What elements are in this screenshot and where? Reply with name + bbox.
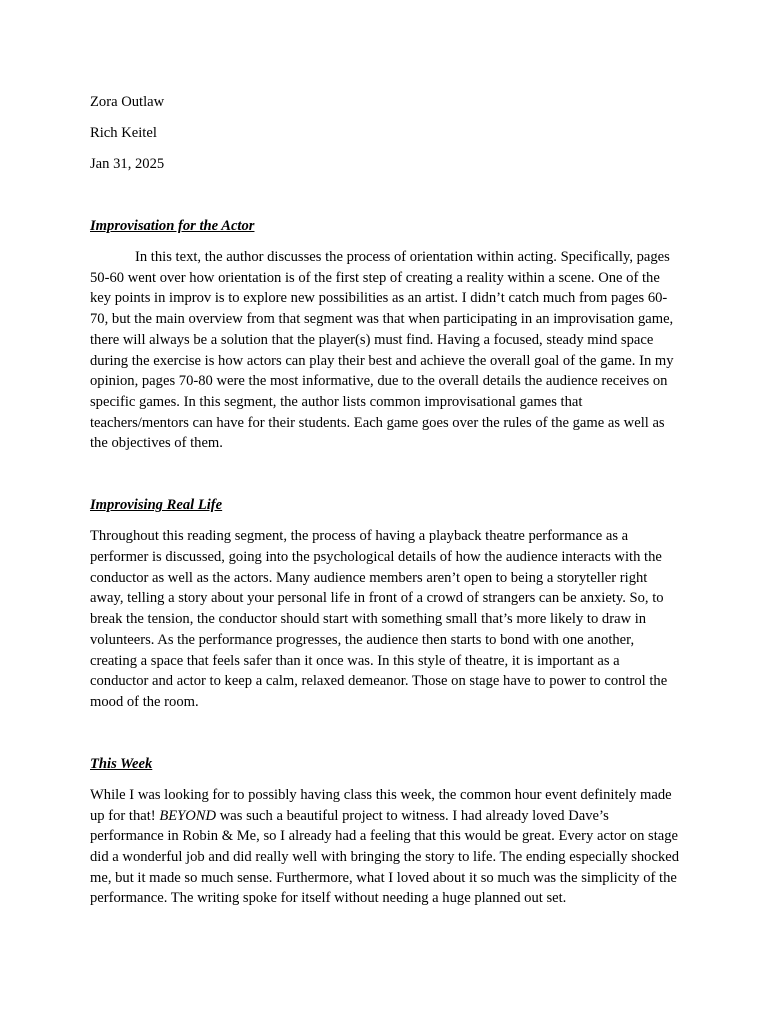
section-heading-this-week: This Week <box>90 755 153 772</box>
author-name: Zora Outlaw <box>90 94 165 110</box>
section-heading-improvising-real-life: Improvising Real Life <box>90 497 223 514</box>
document-page <box>90 92 680 909</box>
beyond-title: BEYOND <box>159 807 217 824</box>
this-week-text-end: was such a beautiful project to witness. I had already loved Dave’s performance in Robin & Me, so I already had a feeling that this would be great. Every actor on stage did a wonderful job and did really well with bringing the story to life. The ending especially shocked me, but it made so much sense. Furthermore, what I loved about it so much was the simplicity of the performance. The writing spoke for itself without needing a huge planned out set. <box>90 807 680 907</box>
instructor-name: Rich Keitel <box>90 125 157 141</box>
section-body-this-week <box>90 785 680 909</box>
section-heading-improvisation-for-the-actor: Improvisation for the Actor <box>90 218 255 234</box>
section-body-improvising-real-life: Throughout this reading segment, the process of having a playback theatre performance as a performer is discussed, going into the psychological details of how the audience interacts with the conductor as well as the actors. Many audience members aren’t open to being a storyteller right away, telling a story about your personal life in front of a crowd of strangers can be anxiety. So, to break the tension, the conductor should start with something small that’s more likely to draw in volunteers. As the performance progresses, the audience then starts to bond with one another, creating a space that feels safer than it once was. In this style of theatre, it is important as a conductor and actor to keep a calm, relaxed demeanor. Those on stage have to power to control the mood of the room. <box>90 528 668 710</box>
section-body-improvisation-for-the-actor: In this text, the author discusses the process of orientation within acting. Specifically, pages 50-60 went over how orientation is of the first step of creating a reality within a scene. One of the key points in improv is to explore new possibilities as an artist. I didn’t catch much from pages 60-70, but the main overview from that segment was that when participating in an improvisation game, there will always be a solution that the player(s) must find. Having a focused, steady mind space during the exercise is how actors can play their best and achieve the overall goal of the game. In my opinion, pages 70-80 were the most informative, due to the overall details the audience receives on specific games. In this segment, the author lists common improvisational games that teachers/mentors can have for their students. Each game goes over the rules of the game as well as the objectives of them. <box>90 249 674 452</box>
document-date: Jan 31, 2025 <box>90 156 165 172</box>
this-week-text-start: While I was looking for to possibly having class this week, the common hour event definitely made up for that! <box>90 786 672 824</box>
